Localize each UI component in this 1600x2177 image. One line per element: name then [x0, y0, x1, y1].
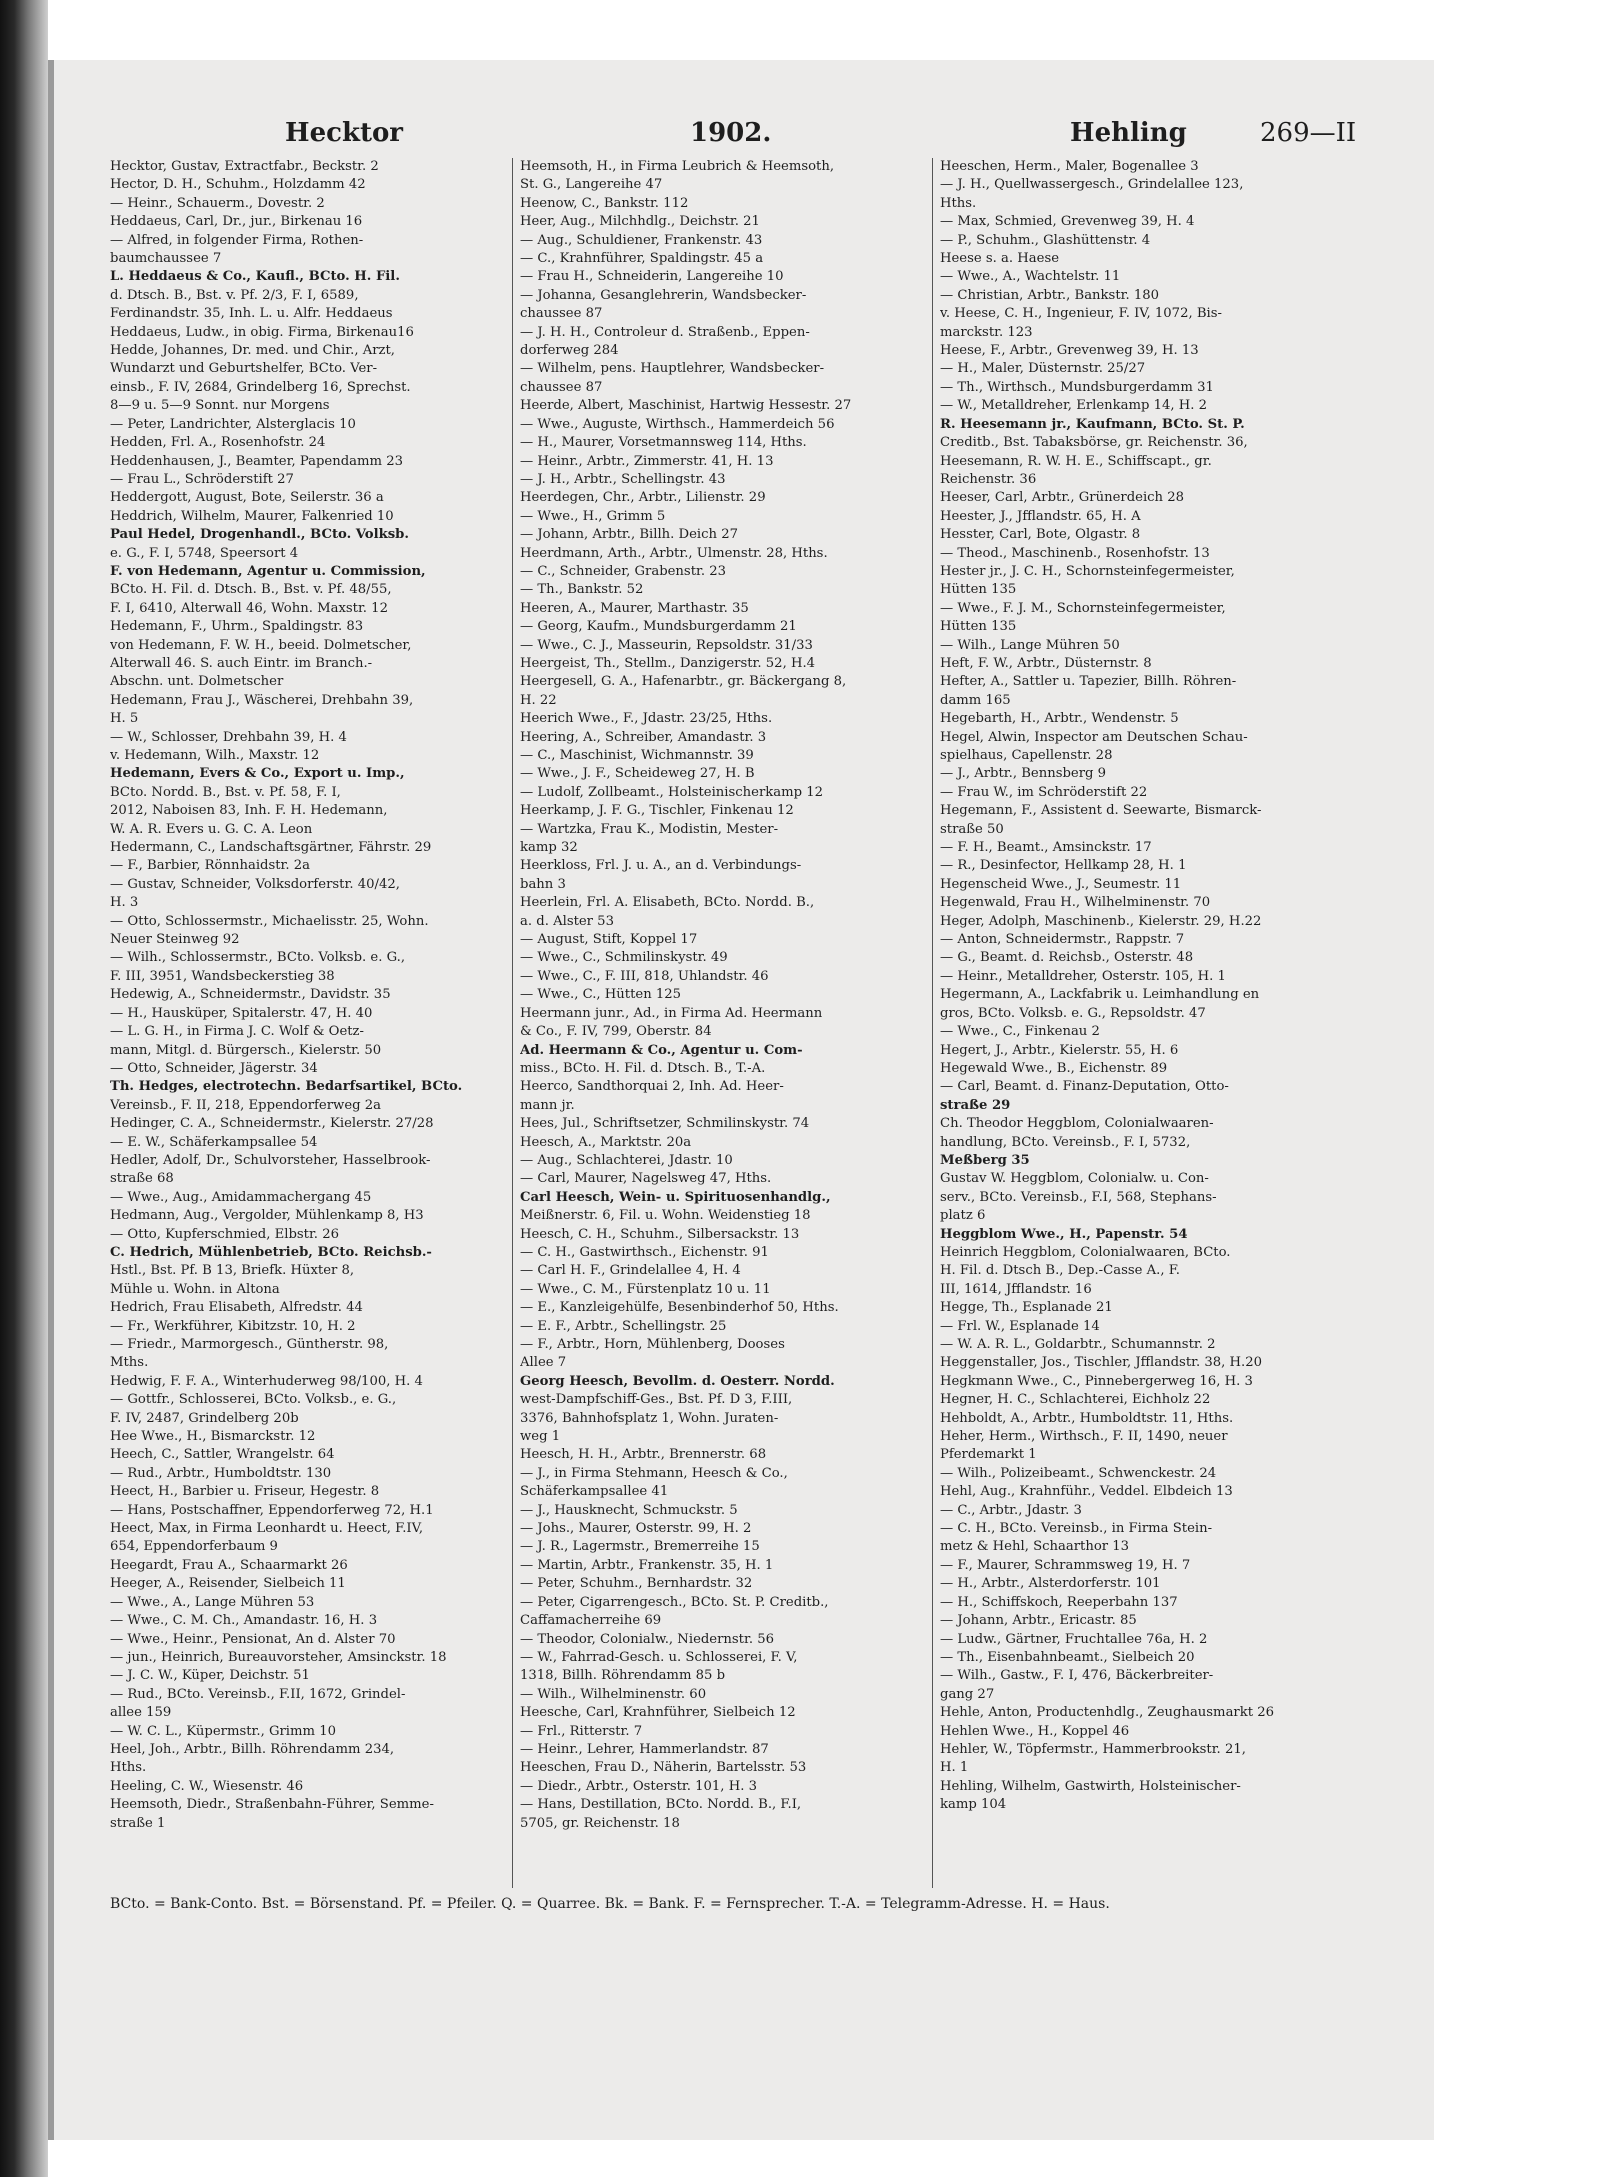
directory-entry-line: L. Heddaeus & Co., Kaufl., BCto. H. Fil. [110, 269, 400, 285]
directory-entry-line: — Frau L., Schröderstift 27 [110, 471, 294, 487]
directory-entry-line: — Wwe., A., Lange Mühren 53 [110, 1594, 315, 1610]
directory-entry-line: Hegebarth, H., Arbtr., Wendenstr. 5 [940, 711, 1179, 727]
directory-entry-line: — W., Metalldreher, Erlenkamp 14, H. 2 [940, 398, 1208, 414]
directory-entry-line: BCto. Nordd. B., Bst. v. Pf. 58, F. I, [110, 784, 341, 800]
directory-entry-line: Heese, F., Arbtr., Grevenweg 39, H. 13 [940, 343, 1199, 359]
directory-entry-line: Heddenhausen, J., Beamter, Papendamm 23 [110, 453, 403, 469]
directory-entry-line: — Frl., Ritterstr. 7 [520, 1723, 643, 1739]
directory-entry-line: — Peter, Landrichter, Alsterglacis 10 [110, 416, 356, 432]
directory-entry-line: — Georg, Kaufm., Mundsburgerdamm 21 [520, 619, 797, 635]
directory-entry-line: — Theodor, Colonialw., Niedernstr. 56 [520, 1631, 774, 1647]
directory-entry-line: — Aug., Schlachterei, Jdastr. 10 [520, 1152, 733, 1168]
directory-entry-line: — Ludolf, Zollbeamt., Holsteinischerkamp 12 [520, 784, 824, 800]
running-head-left: Hecktor [285, 118, 404, 148]
directory-entry-line: Reichenstr. 36 [940, 471, 1037, 487]
directory-entry-line: Heeger, A., Reisender, Sielbeich 11 [110, 1576, 346, 1592]
directory-entry-line: Hedde, Johannes, Dr. med. und Chir., Arzt, [110, 343, 395, 359]
directory-entry-line: — Th., Wirthsch., Mundsburgerdamm 31 [940, 379, 1214, 395]
directory-entry-line: F. von Hedemann, Agentur u. Commission, [110, 563, 426, 579]
directory-entry-line: Heeling, C. W., Wiesenstr. 46 [110, 1778, 304, 1794]
directory-entry-line: — Rud., Arbtr., Humboldtstr. 130 [110, 1465, 332, 1481]
directory-entry-line: Hütten 135 [940, 619, 1017, 635]
directory-column-1 [110, 158, 510, 1833]
directory-entry-line: Heggblom Wwe., H., Papenstr. 54 [940, 1226, 1188, 1242]
directory-entry-line: Heerdmann, Arth., Arbtr., Ulmenstr. 28, Hths. [520, 545, 828, 561]
directory-entry-line: Th. Hedges, electrotechn. Bedarfsartikel, BCto. [110, 1079, 463, 1095]
directory-entry-line: mann jr. [520, 1097, 575, 1113]
directory-entry-line: — Wwe., J. F., Scheideweg 27, H. B [520, 766, 755, 782]
directory-entry-line: gang 27 [940, 1686, 995, 1702]
directory-entry-line: Caffamacherreihe 69 [520, 1613, 662, 1629]
directory-entry-line: Hehle, Anton, Productenhdlg., Zeughausmarkt 26 [940, 1705, 1274, 1721]
directory-entry-line: Gustav W. Heggblom, Colonialw. u. Con- [940, 1171, 1209, 1187]
directory-entry-line: — F., Barbier, Rönnhaidstr. 2a [110, 858, 311, 874]
directory-entry-line: Heemsoth, H., in Firma Leubrich & Heemsoth, [520, 159, 835, 174]
directory-entry-line: Hegge, Th., Esplanade 21 [940, 1300, 1113, 1316]
directory-entry-line: — Wwe., Heinr., Pensionat, An d. Alster 70 [110, 1631, 396, 1647]
directory-entry-line: — Johann, Arbtr., Billh. Deich 27 [520, 527, 738, 543]
directory-entry-line: — Diedr., Arbtr., Osterstr. 101, H. 3 [520, 1778, 757, 1794]
directory-entry-line: — Heinr., Lehrer, Hammerlandstr. 87 [520, 1741, 769, 1757]
directory-entry-line: — Wwe., C. M., Fürstenplatz 10 u. 11 [520, 1281, 771, 1297]
directory-entry-line: — Wwe., C., F. III, 818, Uhlandstr. 46 [520, 968, 769, 984]
directory-entry-line: Hehling, Wilhelm, Gastwirth, Holsteinischer- [940, 1778, 1241, 1794]
directory-entry-line: miss., BCto. H. Fil. d. Dtsch. B., T.-A. [520, 1060, 766, 1076]
directory-entry-line: H. 5 [110, 711, 139, 727]
directory-entry-line: — H., Schiffskoch, Reeperbahn 137 [940, 1594, 1178, 1610]
directory-entry-line: Meißnerstr. 6, Fil. u. Wohn. Weidenstieg 18 [520, 1208, 811, 1224]
column-divider [932, 158, 933, 1888]
directory-entry-line: — Th., Eisenbahnbeamt., Sielbeich 20 [940, 1649, 1195, 1665]
directory-entry-line: Hecktor, Gustav, Extractfabr., Beckstr. 2 [110, 159, 379, 174]
directory-entry-line: Heesemann, R. W. H. E., Schiffscapt., gr. [940, 453, 1212, 469]
directory-entry-line: — W. C. L., Küpermstr., Grimm 10 [110, 1723, 336, 1739]
directory-entry-line: — W., Schlosser, Drehbahn 39, H. 4 [110, 729, 347, 745]
directory-entry-line: Heester, J., Jfflandstr. 65, H. A [940, 508, 1141, 524]
directory-entry-line: spielhaus, Capellenstr. 28 [940, 748, 1113, 763]
directory-entry-line: Hedmann, Aug., Vergolder, Mühlenkamp 8, H3 [110, 1208, 424, 1224]
directory-entry-line: chaussee 87 [520, 379, 603, 395]
directory-entry-line: F. IV, 2487, Grindelberg 20b [110, 1410, 299, 1426]
directory-entry-line: — Wwe., F. J. M., Schornsteinfegermeister, [940, 600, 1226, 616]
directory-entry-line: — Martin, Arbtr., Frankenstr. 35, H. 1 [520, 1557, 774, 1573]
directory-entry-line: gros, BCto. Volksb. e. G., Repsoldstr. 47 [940, 1005, 1206, 1021]
directory-entry-line: — F., Arbtr., Horn, Mühlenberg, Dooses [520, 1337, 785, 1352]
directory-entry-line: Hegkmann Wwe., C., Pinnebergerweg 16, H. 3 [940, 1373, 1253, 1389]
directory-entry-line: H. 3 [110, 895, 139, 911]
directory-entry-line: — Peter, Cigarrengesch., BCto. St. P. Creditb., [520, 1594, 829, 1610]
directory-entry-line: — C., Schneider, Grabenstr. 23 [520, 563, 727, 579]
directory-entry-line: d. Dtsch. B., Bst. v. Pf. 2/3, F. I, 6589, [110, 287, 359, 303]
directory-entry-line: straße 29 [940, 1097, 1011, 1113]
directory-entry-line: Heesch, C. H., Schuhm., Silbersackstr. 13 [520, 1226, 800, 1242]
directory-entry-line: platz 6 [940, 1208, 986, 1224]
directory-entry-line: Hedden, Frl. A., Rosenhofstr. 24 [110, 435, 326, 451]
directory-entry-line: — C. H., BCto. Vereinsb., in Firma Stein- [940, 1521, 1213, 1537]
directory-entry-line: v. Hedemann, Wilh., Maxstr. 12 [110, 748, 320, 763]
directory-entry-line: — H., Arbtr., Alsterdorferstr. 101 [940, 1576, 1161, 1592]
directory-entry-line: Hütten 135 [940, 582, 1017, 598]
directory-entry-line: von Hedemann, F. W. H., beeid. Dolmetscher, [110, 637, 412, 653]
directory-entry-line: — Anton, Schneidermstr., Rappstr. 7 [940, 932, 1185, 948]
directory-entry-line: — Christian, Arbtr., Bankstr. 180 [940, 287, 1160, 303]
directory-entry-line: Hegert, J., Arbtr., Kielerstr. 55, H. 6 [940, 1042, 1179, 1058]
directory-entry-line: — Wwe., Aug., Amidammachergang 45 [110, 1189, 372, 1205]
directory-entry-line: Heeschen, Frau D., Näherin, Bartelsstr. 53 [520, 1760, 807, 1776]
directory-entry-line: — Friedr., Marmorgesch., Güntherstr. 98, [110, 1337, 389, 1352]
directory-entry-line: H. 1 [940, 1760, 969, 1776]
directory-entry-line: 1318, Billh. Röhrendamm 85 b [520, 1668, 726, 1684]
directory-entry-line: Heermann junr., Ad., in Firma Ad. Heermann [520, 1005, 823, 1021]
directory-entry-line: Heft, F. W., Arbtr., Düsternstr. 8 [940, 655, 1152, 671]
directory-entry-line: — Max, Schmied, Grevenweg 39, H. 4 [940, 214, 1195, 230]
directory-entry-line: kamp 104 [940, 1797, 1007, 1813]
directory-entry-line: Hstl., Bst. Pf. B 13, Briefk. Hüxter 8, [110, 1263, 355, 1279]
directory-entry-line: & Co., F. IV, 799, Oberstr. 84 [520, 1024, 712, 1040]
directory-entry-line: Hegenwald, Frau H., Wilhelminenstr. 70 [940, 895, 1211, 911]
directory-entry-line: Neuer Steinweg 92 [110, 932, 240, 948]
directory-entry-line: — C. H., Gastwirthsch., Eichenstr. 91 [520, 1244, 769, 1260]
directory-entry-line: — Wilhelm, pens. Hauptlehrer, Wandsbecker- [520, 361, 825, 377]
directory-entry-line: Hees, Jul., Schriftsetzer, Schmilinskystr. 74 [520, 1116, 810, 1132]
directory-entry-line: — Wwe., C., Finkenau 2 [940, 1024, 1100, 1040]
directory-entry-line: — Gottfr., Schlosserei, BCto. Volksb., e. G., [110, 1392, 397, 1408]
directory-entry-line: Hehboldt, A., Arbtr., Humboldtstr. 11, Hths. [940, 1410, 1234, 1426]
directory-column-2 [520, 158, 920, 1833]
directory-entry-line: — E. F., Arbtr., Schellingstr. 25 [520, 1318, 727, 1334]
directory-entry-line: — J. H. H., Controleur d. Straßenb., Eppen- [520, 324, 810, 340]
directory-entry-line: west-Dampfschiff-Ges., Bst. Pf. D 3, F.III, [520, 1392, 793, 1408]
directory-entry-line: — Wwe., C. J., Masseurin, Repsoldstr. 31/33 [520, 637, 813, 653]
book-binding-shadow [0, 0, 48, 2177]
directory-entry-line: — C., Krahnführer, Spaldingstr. 45 a [520, 251, 764, 267]
directory-entry-line: Hesster, Carl, Bote, Olgastr. 8 [940, 527, 1141, 543]
directory-entry-line: Mühle u. Wohn. in Altona [110, 1281, 280, 1297]
directory-entry-line: — Carl, Maurer, Nagelsweg 47, Hths. [520, 1171, 772, 1187]
directory-entry-line: Hegenscheid Wwe., J., Seumestr. 11 [940, 876, 1182, 892]
directory-entry-line: Heerlein, Frl. A. Elisabeth, BCto. Nordd. B., [520, 895, 815, 911]
directory-entry-line: Hths. [940, 195, 977, 211]
directory-entry-line: — Fr., Werkführer, Kibitzstr. 10, H. 2 [110, 1318, 356, 1334]
directory-entry-line: F. III, 3951, Wandsbeckerstieg 38 [110, 968, 335, 984]
directory-entry-line: R. Heesemann jr., Kaufmann, BCto. St. P. [940, 416, 1245, 432]
directory-entry-line: Hths. [110, 1760, 147, 1776]
directory-entry-line: Georg Heesch, Bevollm. d. Oesterr. Nordd. [520, 1373, 835, 1389]
directory-entry-line: Heger, Adolph, Maschinenb., Kielerstr. 29, H.22 [940, 913, 1262, 929]
directory-entry-line: Abschn. unt. Dolmetscher [110, 674, 284, 690]
directory-entry-line: — F. H., Beamt., Amsinckstr. 17 [940, 840, 1152, 856]
directory-entry-line: — Wwe., H., Grimm 5 [520, 508, 666, 524]
directory-entry-line: — J., Hausknecht, Schmuckstr. 5 [520, 1502, 738, 1518]
directory-entry-line: — Aug., Schuldiener, Frankenstr. 43 [520, 232, 763, 248]
column-divider [512, 158, 513, 1888]
directory-entry-line: — F., Maurer, Schrammsweg 19, H. 7 [940, 1557, 1191, 1573]
directory-entry-line: — H., Maurer, Vorsetmannsweg 114, Hths. [520, 435, 807, 451]
directory-entry-line: — Wilh., Wilhelminenstr. 60 [520, 1686, 707, 1702]
directory-entry-line: Hedermann, C., Landschaftsgärtner, Fährstr. 29 [110, 840, 432, 856]
directory-entry-line: — Carl H. F., Grindelallee 4, H. 4 [520, 1263, 741, 1279]
directory-entry-line: H. 22 [520, 692, 557, 708]
directory-entry-line: Heeser, Carl, Arbtr., Grünerdeich 28 [940, 490, 1185, 506]
directory-entry-line: F. I, 6410, Alterwall 46, Wohn. Maxstr. 12 [110, 600, 388, 616]
directory-entry-line: Hedewig, A., Schneidermstr., Davidstr. 35 [110, 987, 391, 1003]
directory-entry-line: — Otto, Schlossermstr., Michaelisstr. 25, Wohn. [110, 913, 429, 929]
directory-entry-line: Hee Wwe., H., Bismarckstr. 12 [110, 1429, 316, 1445]
directory-entry-line: Schäferkampsallee 41 [520, 1484, 669, 1500]
directory-entry-line: — J., Arbtr., Bennsberg 9 [940, 766, 1107, 782]
directory-entry-line: Pferdemarkt 1 [940, 1447, 1037, 1463]
directory-entry-line: — Wilh., Lange Mühren 50 [940, 637, 1120, 653]
directory-column-3 [940, 158, 1340, 1815]
directory-entry-line: — Wwe., C., Hütten 125 [520, 987, 682, 1003]
directory-entry-line: Hedemann, F., Uhrm., Spaldingstr. 83 [110, 619, 364, 635]
directory-entry-line: 654, Eppendorferbaum 9 [110, 1539, 278, 1555]
directory-entry-line: — C., Arbtr., Jdastr. 3 [940, 1502, 1082, 1518]
directory-entry-line: Heher, Herm., Wirthsch., F. II, 1490, neuer [940, 1429, 1228, 1445]
directory-entry-line: — P., Schuhm., Glashüttenstr. 4 [940, 232, 1151, 248]
directory-entry-line: Heergeist, Th., Stellm., Danzigerstr. 52, H.4 [520, 655, 816, 671]
directory-entry-line: dorferweg 284 [520, 343, 619, 359]
directory-entry-line: serv., BCto. Vereinsb., F.I, 568, Stephans- [940, 1189, 1217, 1205]
directory-entry-line: — E., Kanzleigehülfe, Besenbinderhof 50, Hths. [520, 1300, 839, 1316]
directory-entry-line: allee 159 [110, 1705, 172, 1721]
directory-entry-line: — Wartzka, Frau K., Modistin, Mester- [520, 821, 779, 837]
directory-entry-line: marckstr. 123 [940, 324, 1033, 340]
directory-entry-line: Wundarzt und Geburtshelfer, BCto. Ver- [110, 361, 378, 377]
directory-entry-line: — L. G. H., in Firma J. C. Wolf & Oetz- [110, 1024, 364, 1040]
directory-entry-line: — Alfred, in folgender Firma, Rothen- [110, 232, 364, 248]
directory-entry-line: Heech, C., Sattler, Wrangelstr. 64 [110, 1447, 335, 1463]
directory-entry-line: — Wwe., Auguste, Wirthsch., Hammerdeich 56 [520, 416, 835, 432]
directory-entry-line: Heeren, A., Maurer, Marthastr. 35 [520, 600, 749, 616]
directory-entry-line: Heergesell, G. A., Hafenarbtr., gr. Bäckergang 8, [520, 674, 847, 690]
directory-entry-line: handlung, BCto. Vereinsb., F. I, 5732, [940, 1134, 1191, 1150]
directory-entry-line: Creditb., Bst. Tabaksbörse, gr. Reichenstr. 36, [940, 435, 1248, 451]
directory-entry-line: Hegner, H. C., Schlachterei, Eichholz 22 [940, 1392, 1211, 1408]
directory-entry-line: — Wilh., Polizeibeamt., Schwenckestr. 24 [940, 1465, 1217, 1481]
directory-entry-line: — E. W., Schäferkampsallee 54 [110, 1134, 318, 1150]
directory-entry-line: Heerich Wwe., F., Jdastr. 23/25, Hths. [520, 711, 773, 727]
directory-entry-line: Carl Heesch, Wein- u. Spirituosenhandlg., [520, 1189, 831, 1205]
directory-entry-line: III, 1614, Jfflandstr. 16 [940, 1281, 1092, 1297]
directory-entry-line: 2012, Naboisen 83, Inh. F. H. Hedemann, [110, 803, 388, 819]
directory-entry-line: Allee 7 [520, 1355, 567, 1371]
page-number: 269—II [1260, 118, 1357, 148]
directory-entry-line: Heect, H., Barbier u. Friseur, Hegestr. 8 [110, 1484, 380, 1500]
directory-entry-line: Hedinger, C. A., Schneidermstr., Kielerstr. 27/28 [110, 1116, 434, 1132]
directory-entry-line: Vereinsb., F. II, 218, Eppendorferweg 2a [110, 1097, 382, 1113]
directory-entry-line: St. G., Langereihe 47 [520, 177, 663, 193]
directory-entry-line: Heemsoth, Diedr., Straßenbahn-Führer, Semme- [110, 1797, 434, 1813]
directory-entry-line: straße 68 [110, 1171, 174, 1187]
directory-entry-line: — J. C. W., Küper, Deichstr. 51 [110, 1668, 310, 1684]
directory-entry-line: Ferdinandstr. 35, Inh. L. u. Alfr. Heddaeus [110, 306, 393, 322]
directory-entry-line: Hedwig, F. F. A., Winterhuderweg 98/100, H. 4 [110, 1373, 423, 1389]
directory-entry-line: Heddaeus, Carl, Dr., jur., Birkenau 16 [110, 214, 363, 230]
directory-entry-line: — Ludw., Gärtner, Fruchtallee 76a, H. 2 [940, 1631, 1208, 1647]
directory-entry-line: — Wwe., C. M. Ch., Amandastr. 16, H. 3 [110, 1613, 378, 1629]
directory-entry-line: — Heinr., Metalldreher, Osterstr. 105, H. 1 [940, 968, 1226, 984]
running-head-year: 1902. [690, 118, 772, 148]
directory-entry-line: Mths. [110, 1355, 149, 1371]
directory-entry-line: weg 1 [520, 1429, 561, 1445]
directory-entry-line: H. Fil. d. Dtsch B., Dep.-Casse A., F. [940, 1263, 1180, 1279]
directory-entry-line: Heering, A., Schreiber, Amandastr. 3 [520, 729, 767, 745]
directory-entry-line: v. Heese, C. H., Ingenieur, F. IV, 1072, Bis- [940, 306, 1222, 322]
directory-entry-line: — Frau H., Schneiderin, Langereihe 10 [520, 269, 784, 285]
directory-entry-line: Heeschen, Herm., Maler, Bogenallee 3 [940, 159, 1199, 174]
directory-entry-line: — Heinr., Arbtr., Zimmerstr. 41, H. 13 [520, 453, 774, 469]
directory-entry-line: — Th., Bankstr. 52 [520, 582, 644, 598]
directory-entry-line: Hehler, W., Töpfermstr., Hammerbrookstr. 21, [940, 1741, 1246, 1757]
directory-entry-line: — August, Stift, Koppel 17 [520, 932, 698, 948]
directory-entry-line: Alterwall 46. S. auch Eintr. im Branch.- [110, 655, 373, 671]
directory-page [110, 118, 1360, 1998]
directory-entry-line: Heggenstaller, Jos., Tischler, Jfflandstr. 38, H.20 [940, 1355, 1262, 1371]
directory-entry-line: Hedler, Adolf, Dr., Schulvorsteher, Hasselbrook- [110, 1152, 431, 1168]
directory-entry-line: Heesch, H. H., Arbtr., Brennerstr. 68 [520, 1447, 767, 1463]
running-head-right: Hehling [1070, 118, 1187, 148]
directory-entry-line: — C., Maschinist, Wichmannstr. 39 [520, 748, 754, 763]
directory-entry-line: Heinrich Heggblom, Colonialwaaren, BCto. [940, 1244, 1231, 1260]
directory-entry-line: chaussee 87 [520, 306, 603, 322]
directory-entry-line: — G., Beamt. d. Reichsb., Osterstr. 48 [940, 950, 1194, 966]
directory-entry-line: Hehl, Aug., Krahnführ., Veddel. Elbdeich 13 [940, 1484, 1233, 1500]
directory-entry-line: kamp 32 [520, 840, 578, 856]
directory-entry-line: Heese s. a. Haese [940, 251, 1060, 267]
directory-entry-line: Hefter, A., Sattler u. Tapezier, Billh. Röhren- [940, 674, 1237, 690]
directory-entry-line: — Johanna, Gesanglehrerin, Wandsbecker- [520, 287, 807, 303]
directory-entry-line: a. d. Alster 53 [520, 913, 614, 929]
directory-entry-line: mann, Mitgl. d. Bürgersch., Kielerstr. 50 [110, 1042, 382, 1058]
directory-entry-line: Heesche, Carl, Krahnführer, Sielbeich 12 [520, 1705, 796, 1721]
directory-entry-line: — Peter, Schuhm., Bernhardstr. 32 [520, 1576, 753, 1592]
directory-entry-line: bahn 3 [520, 876, 566, 892]
directory-entry-line: Hegel, Alwin, Inspector am Deutschen Schau- [940, 729, 1248, 745]
directory-entry-line: — jun., Heinrich, Bureauvorsteher, Amsinckstr. 18 [110, 1649, 447, 1665]
directory-entry-line: Hester jr., J. C. H., Schornsteinfegermeister, [940, 563, 1235, 579]
directory-entry-line: — Gustav, Schneider, Volksdorferstr. 40/42, [110, 876, 400, 892]
directory-entry-line: 5705, gr. Reichenstr. 18 [520, 1815, 680, 1831]
directory-entry-line: — Otto, Kupferschmied, Elbstr. 26 [110, 1226, 339, 1242]
directory-entry-line: Hedemann, Frau J., Wäscherei, Drehbahn 39, [110, 692, 414, 708]
directory-entry-line: — W. A. R. L., Goldarbtr., Schumannstr. 2 [940, 1337, 1216, 1352]
directory-entry-line: Heenow, C., Bankstr. 112 [520, 195, 689, 211]
directory-entry-line: Heddergott, August, Bote, Seilerstr. 36 a [110, 490, 384, 506]
directory-entry-line: — W., Fahrrad-Gesch. u. Schlosserei, F. V, [520, 1649, 798, 1665]
page-fold [48, 60, 54, 2140]
directory-entry-line: Heect, Max, in Firma Leonhardt u. Heect, F.IV, [110, 1521, 424, 1537]
directory-entry-line: Meßberg 35 [940, 1152, 1030, 1168]
directory-entry-line: Hehlen Wwe., H., Koppel 46 [940, 1723, 1130, 1739]
directory-entry-line: Hegermann, A., Lackfabrik u. Leimhandlung en [940, 987, 1260, 1003]
directory-entry-line: — Wwe., A., Wachtelstr. 11 [940, 269, 1121, 285]
directory-entry-line: Heerdegen, Chr., Arbtr., Lilienstr. 29 [520, 490, 766, 506]
directory-entry-line: Hedemann, Evers & Co., Export u. Imp., [110, 766, 405, 782]
directory-entry-line: Ch. Theodor Heggblom, Colonialwaaren- [940, 1116, 1214, 1132]
directory-entry-line: — Carl, Beamt. d. Finanz-Deputation, Otto- [940, 1079, 1229, 1095]
directory-entry-line: — Wilh., Gastw., F. I, 476, Bäckerbreiter- [940, 1668, 1214, 1684]
directory-entry-line: — Johs., Maurer, Osterstr. 99, H. 2 [520, 1521, 752, 1537]
directory-entry-line: Heddrich, Wilhelm, Maurer, Falkenried 10 [110, 508, 394, 524]
directory-entry-line: Hegewald Wwe., B., Eichenstr. 89 [940, 1060, 1168, 1076]
directory-entry-line: Heerco, Sandthorquai 2, Inh. Ad. Heer- [520, 1079, 784, 1095]
directory-entry-line: Hector, D. H., Schuhm., Holzdamm 42 [110, 177, 366, 193]
directory-entry-line: — Frl. W., Esplanade 14 [940, 1318, 1100, 1334]
directory-entry-line: metz & Hehl, Schaarthor 13 [940, 1539, 1130, 1555]
directory-entry-line: e. G., F. I, 5748, Speersort 4 [110, 545, 299, 561]
directory-entry-line: 8—9 u. 5—9 Sonnt. nur Morgens [110, 398, 330, 414]
directory-entry-line: — H., Maler, Düsternstr. 25/27 [940, 361, 1146, 377]
directory-entry-line: — Hans, Destillation, BCto. Nordd. B., F.I, [520, 1797, 802, 1813]
directory-entry-line: Heerde, Albert, Maschinist, Hartwig Hessestr. 27 [520, 398, 852, 414]
directory-entry-line: BCto. H. Fil. d. Dtsch. B., Bst. v. Pf. 48/55, [110, 582, 392, 598]
directory-entry-line: — Otto, Schneider, Jägerstr. 34 [110, 1060, 318, 1076]
directory-entry-line: — Johann, Arbtr., Ericastr. 85 [940, 1613, 1137, 1629]
abbreviation-legend: BCto. = Bank-Conto. Bst. = Börsenstand. Pf. = Pfeiler. Q. = Quarree. Bk. = Bank. F. = Fernsprecher. T.-A. = Telegramm-Adresse. H. = Haus. [110, 1896, 1110, 1912]
directory-entry-line: C. Hedrich, Mühlenbetrieb, BCto. Reichsb.- [110, 1244, 432, 1260]
directory-entry-line: Heddaeus, Ludw., in obig. Firma, Birkenau16 [110, 324, 414, 340]
directory-entry-line: baumchaussee 7 [110, 251, 222, 267]
directory-entry-line: straße 50 [940, 821, 1004, 837]
directory-entry-line: — R., Desinfector, Hellkamp 28, H. 1 [940, 858, 1187, 874]
directory-entry-line: W. A. R. Evers u. G. C. A. Leon [110, 821, 313, 837]
directory-entry-line: einsb., F. IV, 2684, Grindelberg 16, Sprechst. [110, 379, 411, 395]
directory-entry-line: — J. R., Lagermstr., Bremerreihe 15 [520, 1539, 760, 1555]
directory-entry-line: damm 165 [940, 692, 1011, 708]
directory-entry-line: — Rud., BCto. Vereinsb., F.II, 1672, Grindel- [110, 1686, 406, 1702]
directory-entry-line: Heel, Joh., Arbtr., Billh. Röhrendamm 234, [110, 1741, 395, 1757]
directory-entry-line: Hedrich, Frau Elisabeth, Alfredstr. 44 [110, 1300, 363, 1316]
directory-entry-line: Ad. Heermann & Co., Agentur u. Com- [520, 1042, 803, 1058]
directory-entry-line: — Wilh., Schlossermstr., BCto. Volksb. e. G., [110, 950, 406, 966]
directory-entry-line: Heegardt, Frau A., Schaarmarkt 26 [110, 1557, 348, 1573]
directory-entry-line: Heer, Aug., Milchhdlg., Deichstr. 21 [520, 214, 760, 230]
directory-entry-line: Heerkloss, Frl. J. u. A., an d. Verbindungs- [520, 858, 802, 874]
directory-entry-line: — H., Hausküper, Spitalerstr. 47, H. 40 [110, 1005, 373, 1021]
directory-entry-line: — Wwe., C., Schmilinskystr. 49 [520, 950, 728, 966]
directory-entry-line: — Theod., Maschinenb., Rosenhofstr. 13 [940, 545, 1210, 561]
directory-entry-line: straße 1 [110, 1815, 166, 1831]
directory-entry-line: — Heinr., Schauerm., Dovestr. 2 [110, 195, 325, 211]
directory-entry-line: Paul Hedel, Drogenhandl., BCto. Volksb. [110, 527, 409, 543]
directory-entry-line: — J., in Firma Stehmann, Heesch & Co., [520, 1465, 788, 1481]
directory-entry-line: Hegemann, F., Assistent d. Seewarte, Bismarck- [940, 803, 1262, 819]
directory-entry-line: 3376, Bahnhofsplatz 1, Wohn. Juraten- [520, 1410, 779, 1426]
directory-entry-line: Heesch, A., Marktstr. 20a [520, 1134, 692, 1150]
directory-entry-line: — J. H., Quellwassergesch., Grindelallee 123, [940, 177, 1244, 193]
directory-entry-line: Heerkamp, J. F. G., Tischler, Finkenau 12 [520, 803, 794, 819]
directory-entry-line: — Frau W., im Schröderstift 22 [940, 784, 1148, 800]
directory-entry-line: — Hans, Postschaffner, Eppendorferweg 72, H.1 [110, 1502, 434, 1518]
directory-entry-line: — J. H., Arbtr., Schellingstr. 43 [520, 471, 726, 487]
